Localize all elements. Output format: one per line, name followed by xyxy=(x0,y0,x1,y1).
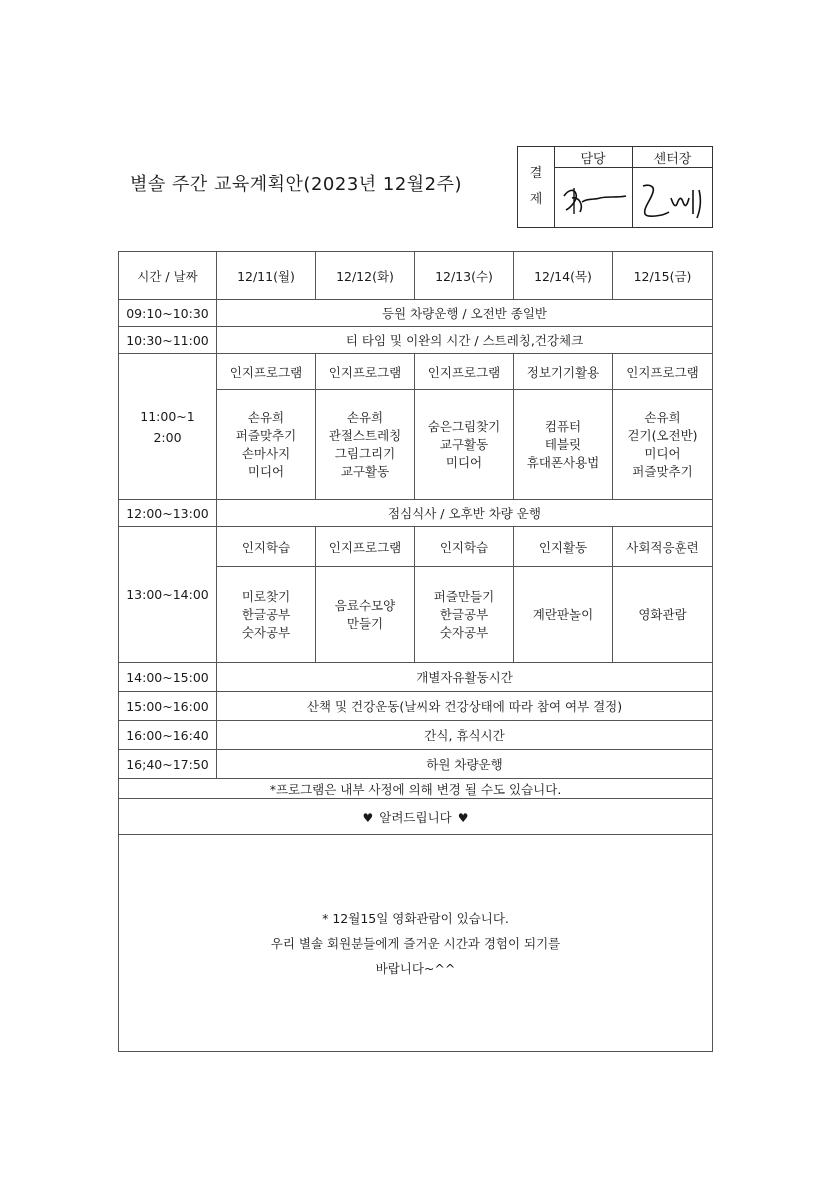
header-day: 12/15(금) xyxy=(613,252,713,300)
program-cell: 인지학습 xyxy=(217,527,316,567)
notice-title-cell xyxy=(119,799,713,835)
activity-cell: 간식, 휴식시간 xyxy=(217,721,713,750)
activity-cell: 등원 차량운행 / 오전반 종일반 xyxy=(217,300,713,327)
activity-cell: 점심식사 / 오후반 차량 운행 xyxy=(217,500,713,527)
detail-cell xyxy=(514,567,613,663)
detail-line: 관절스트레칭 xyxy=(328,427,402,443)
detail-cell xyxy=(217,390,316,500)
table-row xyxy=(119,327,713,354)
detail-cell xyxy=(316,567,415,663)
time-cell: 16:00~16:40 xyxy=(119,721,217,750)
approval-label-line1: 결 xyxy=(529,166,543,181)
time-cell: 14:00~15:00 xyxy=(119,663,217,692)
notice-line: * 12월15일 영화관람이 있습니다. xyxy=(322,910,509,926)
time-cell: 15:00~16:00 xyxy=(119,692,217,721)
detail-line: 미디어 xyxy=(445,454,483,470)
notice-header-row xyxy=(119,799,713,835)
notice-body xyxy=(119,835,713,1052)
header-day: 12/13(수) xyxy=(415,252,514,300)
director-signature xyxy=(633,168,712,227)
header-day: 12/14(목) xyxy=(514,252,613,300)
detail-line: 숫자공부 xyxy=(439,624,489,640)
detail-cell xyxy=(415,390,514,500)
detail-cell xyxy=(514,390,613,500)
detail-cell xyxy=(613,567,713,663)
heart-icon: ♥ xyxy=(457,810,469,825)
program-cell: 인지프로그램 xyxy=(217,354,316,390)
time-line: 2:00 xyxy=(153,429,182,445)
detail-line: 테블릿 xyxy=(544,436,582,452)
time-cell: 13:00~14:00 xyxy=(119,527,217,663)
program-cell: 인지학습 xyxy=(415,527,514,567)
detail-line: 미로찾기 xyxy=(241,588,291,604)
detail-line: 손마사지 xyxy=(241,445,291,461)
approval-role-manager: 담당 xyxy=(554,147,633,168)
program-change-note: *프로그램은 내부 사정에 의해 변경 될 수도 있습니다. xyxy=(119,779,713,799)
detail-line: 미디어 xyxy=(247,463,285,479)
program-cell: 인지활동 xyxy=(514,527,613,567)
notice-line: 우리 별솔 회원분들에게 즐거운 시간과 경험이 되기를 xyxy=(270,935,561,951)
notice-body-row xyxy=(119,835,713,1052)
program-cell: 인지프로그램 xyxy=(613,354,713,390)
program-cell: 정보기기활용 xyxy=(514,354,613,390)
detail-line: 손유희 xyxy=(247,409,285,425)
time-line: 11:00~1 xyxy=(140,408,195,424)
detail-line: 퍼즐맞추기 xyxy=(632,463,693,479)
detail-line: 음료수모양 xyxy=(334,597,396,613)
detail-line: 손유희 xyxy=(644,409,681,425)
detail-line: 휴대폰사용법 xyxy=(526,454,600,470)
detail-line: 걷기(오전반) xyxy=(627,427,698,443)
heart-icon: ♥ xyxy=(362,810,374,825)
detail-line: 컴퓨터 xyxy=(544,418,582,434)
detail-line: 교구활동 xyxy=(340,463,390,479)
approval-role-director: 센터장 xyxy=(633,147,712,168)
table-row xyxy=(119,300,713,327)
approval-label xyxy=(518,147,555,227)
program-cell: 인지프로그램 xyxy=(415,354,514,390)
detail-cell xyxy=(613,390,713,500)
program-row xyxy=(119,354,713,390)
header-day: 12/11(월) xyxy=(217,252,316,300)
detail-line: 교구활동 xyxy=(439,436,489,452)
table-row xyxy=(119,692,713,721)
table-row xyxy=(119,721,713,750)
detail-line: 그림그리기 xyxy=(334,445,396,461)
detail-line: 퍼즐맞추기 xyxy=(235,427,297,443)
schedule-table xyxy=(118,251,713,1052)
program-cell: 인지프로그램 xyxy=(316,354,415,390)
time-cell: 12:00~13:00 xyxy=(119,500,217,527)
table-row xyxy=(119,750,713,779)
manager-signature xyxy=(554,168,633,227)
detail-line: 영화관람 xyxy=(638,606,687,622)
detail-line: 퍼즐만들기 xyxy=(433,588,495,604)
program-cell: 인지프로그램 xyxy=(316,527,415,567)
note-row xyxy=(119,779,713,799)
activity-cell: 티 타임 및 이완의 시간 / 스트레칭,건강체크 xyxy=(217,327,713,354)
time-cell: 16;40~17:50 xyxy=(119,750,217,779)
page-title: 별솔 주간 교육계획안(2023년 12월2주) xyxy=(130,174,463,195)
program-cell: 사회적응훈련 xyxy=(613,527,713,567)
header-day: 12/12(화) xyxy=(316,252,415,300)
detail-line: 만들기 xyxy=(346,615,384,631)
detail-line: 숫자공부 xyxy=(241,624,291,640)
notice-line: 바랍니다~^^ xyxy=(375,960,456,976)
time-cell: 10:30~11:00 xyxy=(119,327,217,354)
table-header-row xyxy=(119,252,713,300)
detail-line: 손유희 xyxy=(346,409,384,425)
detail-cell xyxy=(217,567,316,663)
detail-line: 한글공부 xyxy=(439,606,489,622)
table-row xyxy=(119,500,713,527)
detail-line: 미디어 xyxy=(644,445,681,461)
detail-line: 계란판놀이 xyxy=(532,606,594,622)
time-cell xyxy=(119,354,217,500)
detail-line: 숨은그림찾기 xyxy=(427,418,501,434)
activity-cell: 산책 및 건강운동(날씨와 건강상태에 따라 참여 여부 결정) xyxy=(217,692,713,721)
table-row xyxy=(119,663,713,692)
notice-title: 알려드립니다 xyxy=(379,809,452,825)
activity-cell: 하원 차량운행 xyxy=(217,750,713,779)
detail-cell xyxy=(316,390,415,500)
approval-label-line2: 제 xyxy=(529,192,543,207)
detail-cell xyxy=(415,567,514,663)
activity-cell: 개별자유활동시간 xyxy=(217,663,713,692)
detail-line: 한글공부 xyxy=(241,606,291,622)
approval-box xyxy=(517,146,713,228)
program-row xyxy=(119,527,713,567)
header-time-date: 시간 / 날짜 xyxy=(119,252,217,300)
time-cell: 09:10~10:30 xyxy=(119,300,217,327)
